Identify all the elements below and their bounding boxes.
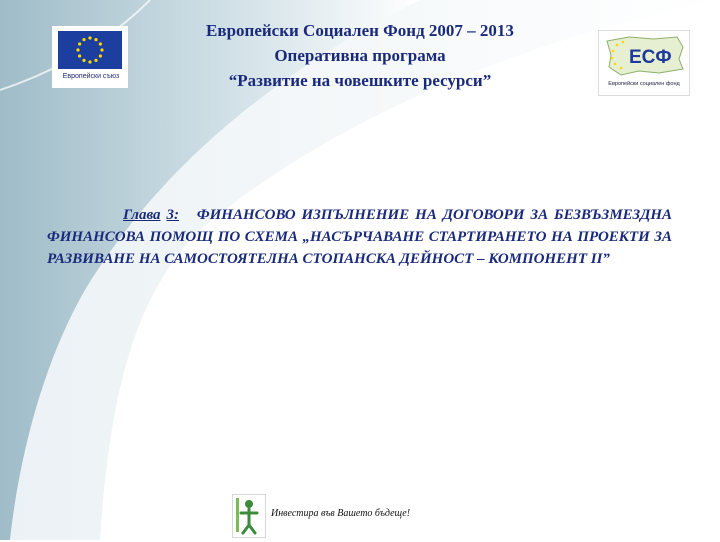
chapter-title [47,204,672,270]
esf-caption: Европейски социален фонд [608,81,680,87]
esf-logo-text: ЕСФ [629,47,672,68]
esf-logo [598,30,690,96]
chapter-label: Глава [123,207,161,223]
header-line-1: Европейски Социален Фонд 2007 – 2013 [206,21,514,40]
eu-flag-icon [58,31,122,69]
bulgaria-map-icon [599,31,689,81]
eu-logo [52,26,128,88]
page-header [150,18,570,93]
footer-slogan: Инвестира във Вашето бъдеще! [271,508,411,519]
person-figure-icon [233,495,265,537]
chapter-heading: ФИНАНСОВО ИЗПЪЛНЕНИЕ НА ДОГОВОРИ ЗА БЕЗВЪЗМЕЗДНА ФИНАНСОВА ПОМОЩ ПО СХЕМА „НАСЪРЧАВАНЕ СТАРТИРАНЕТО НА ПРОЕКТИ ЗА РАЗВИВАНЕ НА САМОСТОЯТЕЛНА СТОПАНСКА ДЕЙНОСТ – КОМПОНЕНТ II” [47,207,672,267]
eu-caption: Европейски съюз [62,73,120,80]
chapter-number: 3: [166,207,180,223]
header-line-2: Оперативна програма [274,46,446,65]
footer-logo [232,494,266,538]
header-line-3: “Развитие на човешките ресурси” [228,71,492,90]
